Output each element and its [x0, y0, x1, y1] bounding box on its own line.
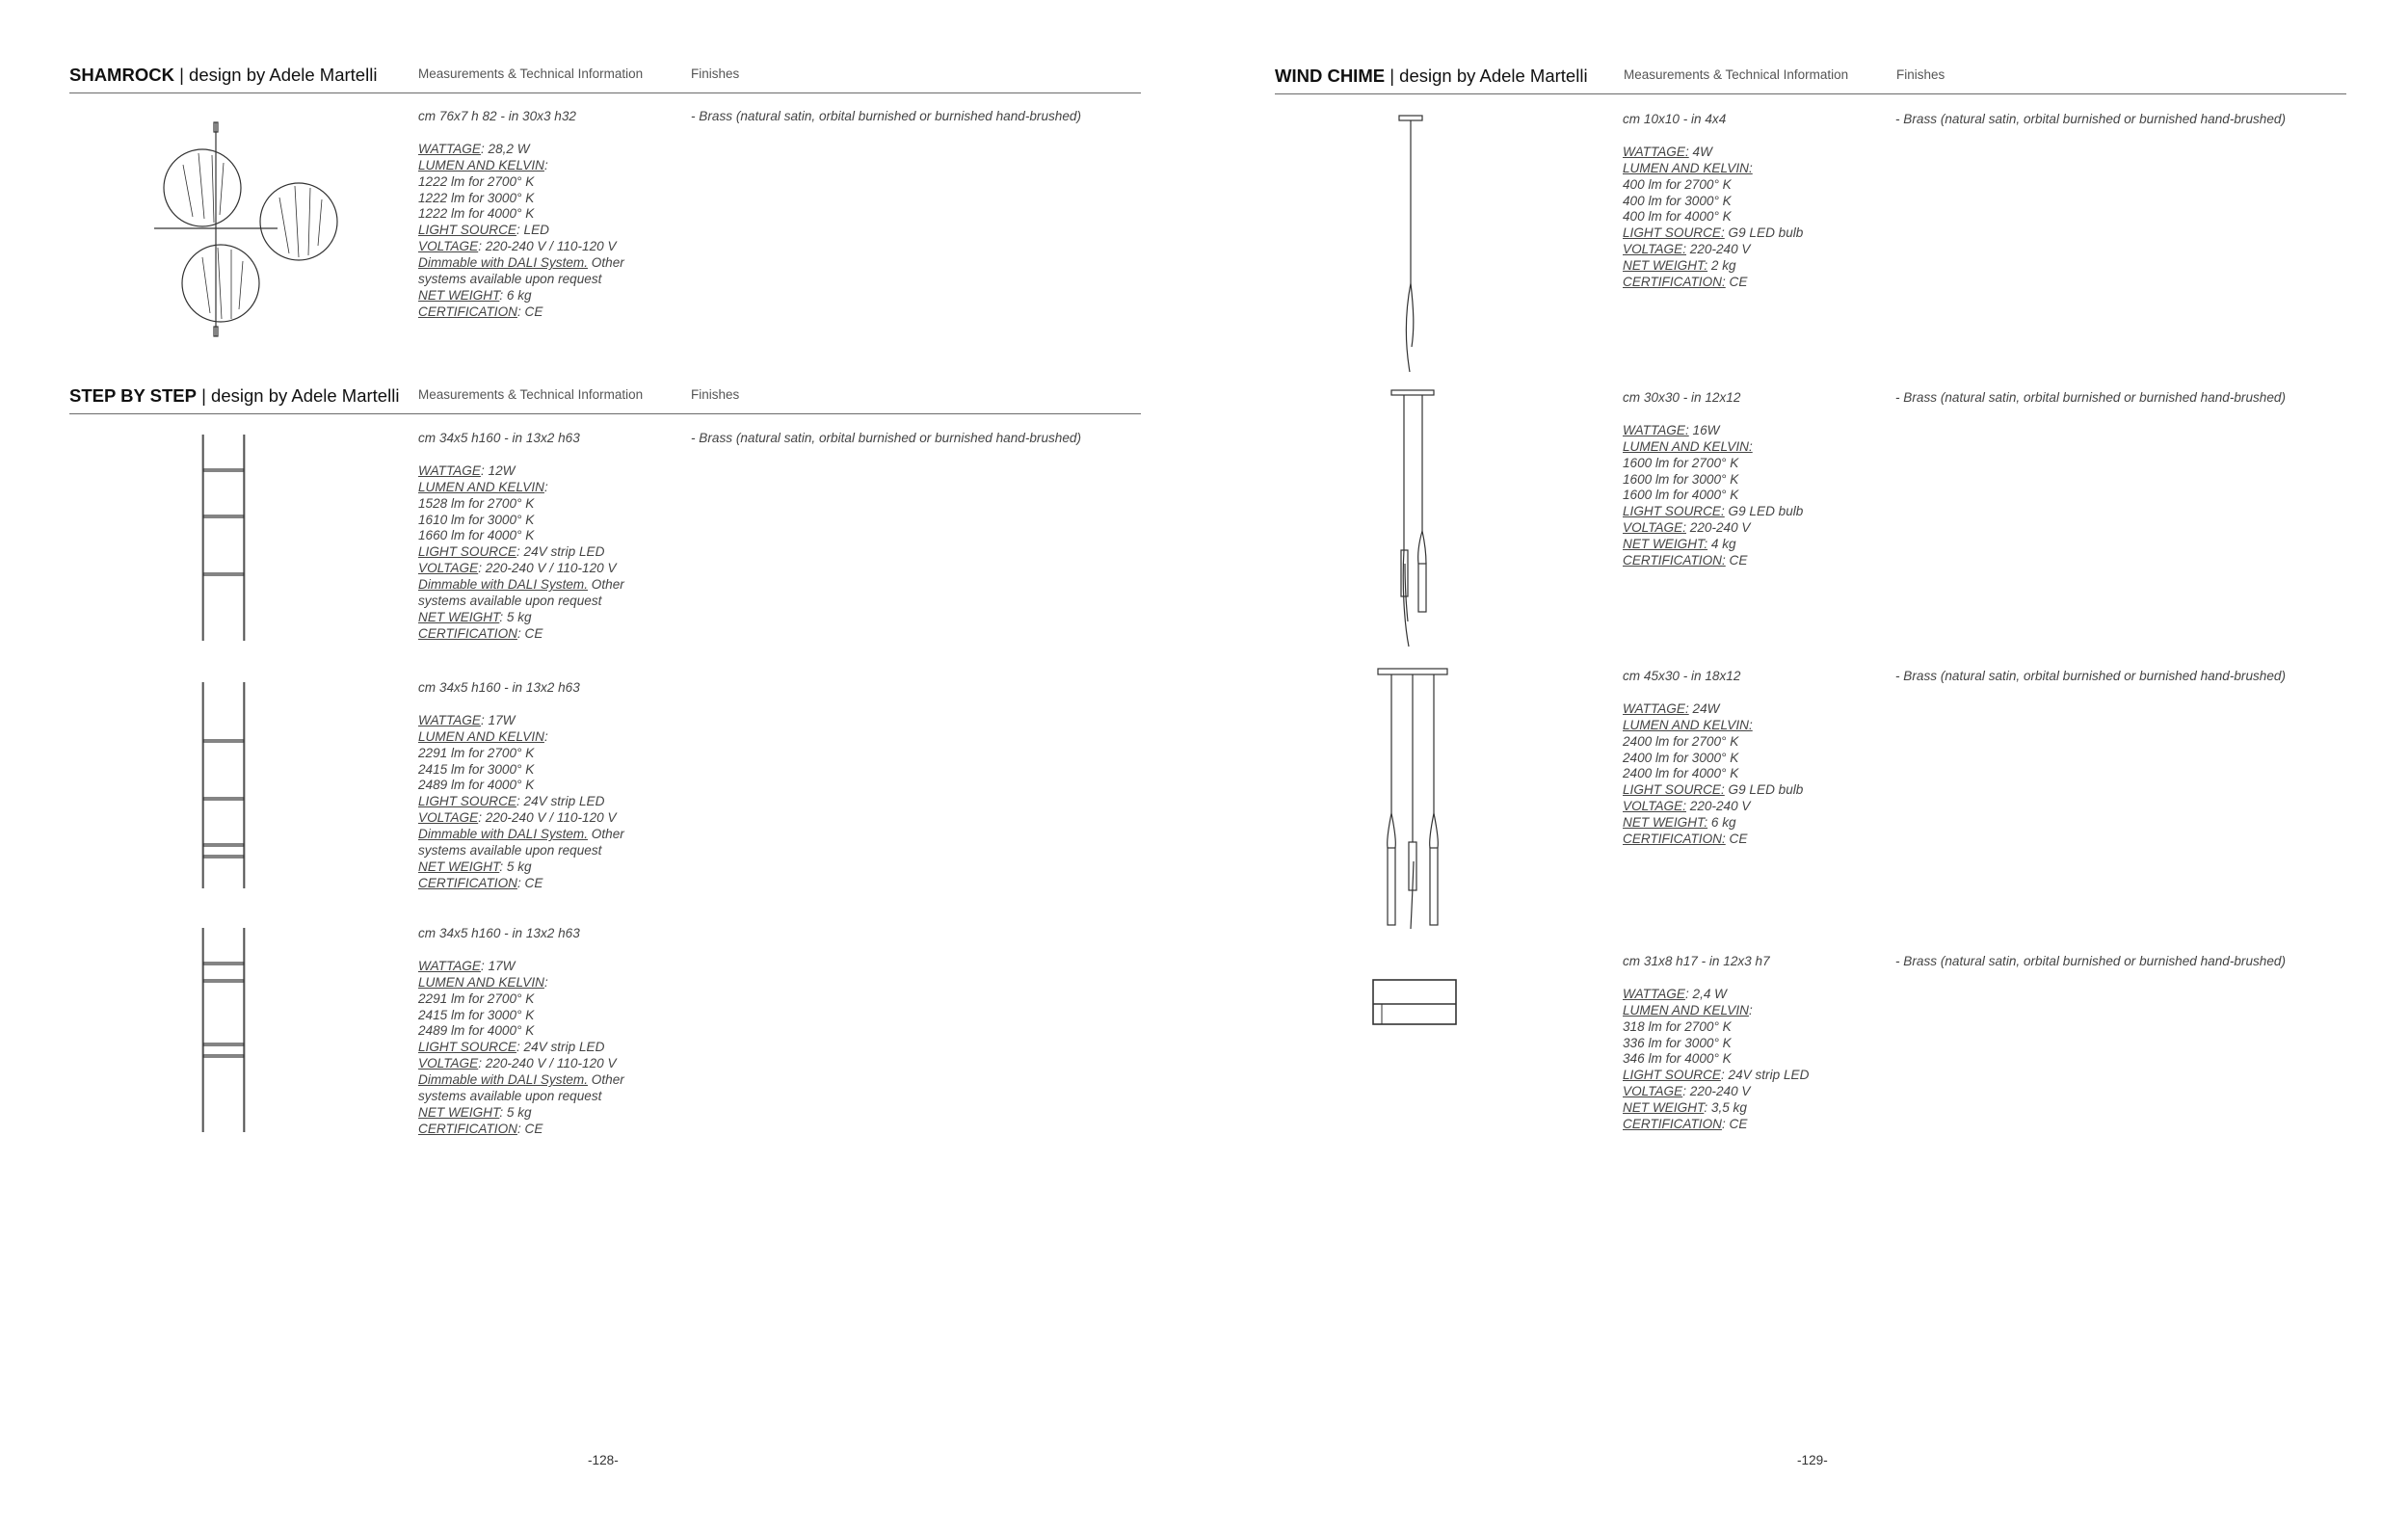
- lumen-value: 1660 lm for 4000° K: [418, 528, 535, 543]
- lumen-label-suffix: :: [543, 974, 548, 990]
- technical-specs: [418, 109, 649, 321]
- wattage-value: : 17W: [480, 712, 516, 727]
- light-source-value: G9 LED bulb: [1724, 782, 1804, 798]
- lumen-label: LUMEN AND KELVIN: [418, 974, 544, 990]
- voltage-value: 220-240 V: [1685, 520, 1751, 536]
- designer-credit: | design by Adele Martelli: [196, 385, 400, 406]
- net-weight-value: 4 kg: [1707, 537, 1736, 552]
- dimmable-note: Other systems available upon request: [418, 577, 624, 609]
- finish-text: - Brass (natural satin, orbital burnished or burnished hand-brushed): [691, 431, 1082, 445]
- certification-value: CE: [1725, 553, 1748, 568]
- product-name: SHAMROCK: [69, 65, 174, 85]
- voltage-value: : 220-240 V / 110-120 V: [478, 561, 617, 576]
- lumen-value: 1600 lm for 4000° K: [1623, 488, 1739, 503]
- section-header: [69, 65, 1141, 93]
- designer-credit: | design by Adele Martelli: [173, 65, 378, 85]
- lumen-value: 1600 lm for 2700° K: [1623, 455, 1739, 470]
- product-title: [1275, 66, 1588, 87]
- lumen-value: 400 lm for 4000° K: [1623, 209, 1732, 225]
- light-source-label: LIGHT SOURCE: [418, 223, 516, 238]
- lumen-value: 1222 lm for 4000° K: [418, 206, 535, 222]
- wattage-label: WATTAGE:: [1623, 700, 1689, 716]
- lumen-value: 1610 lm for 3000° K: [418, 512, 535, 527]
- technical-specs: [418, 926, 649, 1138]
- lumen-label: LUMEN AND KELVIN: [418, 157, 544, 172]
- wattage-label: WATTAGE: [418, 141, 481, 156]
- section-header: [1275, 66, 2346, 94]
- light-source-label: LIGHT SOURCE:: [1623, 225, 1725, 241]
- dimensions: cm 34x5 h160 - in 13x2 h63: [418, 680, 580, 695]
- shamrock-drawing: [154, 122, 347, 336]
- certification-label: CERTIFICATION: [418, 304, 517, 319]
- product-title: [69, 65, 377, 86]
- voltage-value: : 220-240 V: [1682, 1084, 1751, 1099]
- measurements-column-header: Measurements & Technical Information: [1624, 67, 1849, 82]
- lumen-value: 2489 lm for 4000° K: [418, 778, 535, 793]
- finish-text: - Brass (natural satin, orbital burnished or burnished hand-brushed): [691, 109, 1082, 123]
- voltage-label: VOLTAGE:: [1623, 242, 1686, 257]
- lumen-value: 2400 lm for 3000° K: [1623, 750, 1739, 765]
- voltage-value: : 220-240 V / 110-120 V: [478, 810, 617, 826]
- lumen-value: 1528 lm for 2700° K: [418, 495, 535, 511]
- dimmable-label: Dimmable with DALI System.: [418, 255, 589, 271]
- net-weight-value: : 5 kg: [499, 1104, 532, 1120]
- dimmable-label: Dimmable with DALI System.: [418, 1072, 589, 1088]
- lumen-label: LUMEN AND KELVIN: [418, 728, 544, 744]
- dimensions: cm 45x30 - in 18x12: [1623, 669, 1741, 683]
- lumen-value: 2291 lm for 2700° K: [418, 991, 535, 1006]
- lumen-value: 2415 lm for 3000° K: [418, 761, 535, 777]
- dimmable-label: Dimmable with DALI System.: [418, 577, 589, 593]
- step-by-step-drawing: [200, 682, 247, 888]
- technical-specs: [418, 680, 649, 892]
- net-weight-value: 6 kg: [1707, 815, 1736, 831]
- light-source-value: : 24V strip LED: [1720, 1068, 1810, 1083]
- certification-label: CERTIFICATION: [1623, 1117, 1722, 1132]
- lumen-label: LUMEN AND KELVIN:: [1623, 438, 1753, 454]
- lumen-value: 1600 lm for 3000° K: [1623, 471, 1739, 487]
- lumen-value: 346 lm for 4000° K: [1623, 1051, 1732, 1067]
- designer-credit: | design by Adele Martelli: [1385, 66, 1588, 86]
- lumen-label: LUMEN AND KELVIN: [1623, 1002, 1749, 1017]
- net-weight-label: NET WEIGHT: [1623, 1100, 1705, 1116]
- voltage-label: VOLTAGE: [418, 810, 479, 826]
- dimensions: cm 34x5 h160 - in 13x2 h63: [418, 926, 580, 940]
- lumen-label-suffix: :: [543, 728, 548, 744]
- lumen-value: 2400 lm for 4000° K: [1623, 766, 1739, 781]
- wattage-label: WATTAGE: [418, 712, 481, 727]
- net-weight-value: : 5 kg: [499, 609, 532, 624]
- voltage-label: VOLTAGE: [418, 239, 479, 254]
- lumen-value: 2415 lm for 3000° K: [418, 1007, 535, 1022]
- dimmable-note: Other systems available upon request: [418, 827, 624, 858]
- page-number: -128-: [588, 1453, 619, 1467]
- product-name: STEP BY STEP: [69, 385, 197, 406]
- voltage-label: VOLTAGE: [418, 1056, 479, 1071]
- technical-specs: [418, 431, 649, 643]
- technical-specs: [1623, 112, 1854, 291]
- voltage-label: VOLTAGE:: [1623, 520, 1686, 536]
- lumen-value: 336 lm for 3000° K: [1623, 1035, 1732, 1050]
- certification-value: CE: [1725, 275, 1748, 290]
- voltage-label: VOLTAGE: [1623, 1084, 1683, 1099]
- light-source-label: LIGHT SOURCE: [418, 544, 516, 560]
- wattage-label: WATTAGE: [1623, 986, 1685, 1001]
- wind-chime-drawing: [1378, 669, 1447, 929]
- certification-value: : CE: [516, 1121, 543, 1136]
- lumen-label-suffix: :: [1748, 1002, 1753, 1017]
- measurements-column-header: Measurements & Technical Information: [418, 66, 644, 81]
- certification-value: : CE: [516, 304, 543, 319]
- net-weight-value: 2 kg: [1707, 258, 1736, 274]
- light-source-label: LIGHT SOURCE: [418, 794, 516, 809]
- finishes-column-header: Finishes: [1896, 67, 1945, 82]
- product-title: [69, 385, 399, 407]
- product-name: WIND CHIME: [1275, 66, 1386, 86]
- certification-label: CERTIFICATION: [418, 875, 517, 890]
- certification-value: : CE: [1721, 1117, 1748, 1132]
- light-source-value: : 24V strip LED: [516, 794, 605, 809]
- net-weight-label: NET WEIGHT: [418, 287, 500, 303]
- lumen-value: 400 lm for 3000° K: [1623, 193, 1732, 208]
- net-weight-label: NET WEIGHT: [418, 609, 500, 624]
- dimmable-note: Other systems available upon request: [418, 255, 624, 287]
- dimensions: cm 76x7 h 82 - in 30x3 h32: [418, 109, 576, 123]
- voltage-label: VOLTAGE:: [1623, 799, 1686, 814]
- net-weight-label: NET WEIGHT: [418, 1104, 500, 1120]
- light-source-value: G9 LED bulb: [1724, 225, 1804, 241]
- certification-label: CERTIFICATION:: [1623, 275, 1726, 290]
- wattage-value: 4W: [1688, 144, 1712, 159]
- wattage-value: 16W: [1688, 422, 1720, 437]
- lumen-value: 2400 lm for 2700° K: [1623, 733, 1739, 749]
- lumen-value: 1222 lm for 2700° K: [418, 173, 535, 189]
- page-number: -129-: [1797, 1453, 1828, 1467]
- certification-value: CE: [1725, 832, 1748, 847]
- dimmable-note: Other systems available upon request: [418, 1072, 624, 1104]
- technical-specs: [1623, 390, 1854, 569]
- finish-text: - Brass (natural satin, orbital burnished or burnished hand-brushed): [1895, 112, 2287, 126]
- wattage-value: 24W: [1688, 700, 1720, 716]
- technical-specs: [1623, 669, 1854, 848]
- lumen-value: 2489 lm for 4000° K: [418, 1023, 535, 1039]
- light-source-label: LIGHT SOURCE:: [1623, 782, 1725, 798]
- wattage-label: WATTAGE: [418, 958, 481, 973]
- dimensions: cm 10x10 - in 4x4: [1623, 112, 1727, 126]
- wattage-value: : 28,2 W: [480, 141, 530, 156]
- wattage-label: WATTAGE: [418, 462, 481, 478]
- light-source-value: : 24V strip LED: [516, 544, 605, 560]
- dimensions: cm 31x8 h17 - in 12x3 h7: [1623, 954, 1770, 968]
- net-weight-value: : 6 kg: [499, 287, 532, 303]
- net-weight-label: NET WEIGHT:: [1623, 258, 1708, 274]
- certification-label: CERTIFICATION:: [1623, 832, 1726, 847]
- section-header: [69, 385, 1141, 414]
- finish-text: - Brass (natural satin, orbital burnished or burnished hand-brushed): [1895, 669, 2287, 683]
- light-source-label: LIGHT SOURCE: [418, 1040, 516, 1055]
- lumen-value: 2291 lm for 2700° K: [418, 745, 535, 760]
- wattage-label: WATTAGE:: [1623, 422, 1689, 437]
- wall-lamp-drawing: [1372, 979, 1457, 1025]
- net-weight-label: NET WEIGHT:: [1623, 815, 1708, 831]
- wattage-value: : 12W: [480, 462, 516, 478]
- wattage-value: : 2,4 W: [1684, 986, 1728, 1001]
- net-weight-label: NET WEIGHT: [418, 858, 500, 874]
- light-source-value: : 24V strip LED: [516, 1040, 605, 1055]
- net-weight-value: : 3,5 kg: [1704, 1100, 1747, 1116]
- step-by-step-drawing: [200, 435, 247, 641]
- voltage-value: 220-240 V: [1685, 242, 1751, 257]
- net-weight-label: NET WEIGHT:: [1623, 537, 1708, 552]
- voltage-value: : 220-240 V / 110-120 V: [478, 1056, 617, 1071]
- light-source-value: G9 LED bulb: [1724, 504, 1804, 519]
- lumen-value: 318 lm for 2700° K: [1623, 1018, 1732, 1034]
- step-by-step-drawing: [200, 928, 247, 1132]
- certification-label: CERTIFICATION: [418, 625, 517, 641]
- light-source-label: LIGHT SOURCE: [1623, 1068, 1721, 1083]
- dimmable-label: Dimmable with DALI System.: [418, 827, 589, 842]
- voltage-label: VOLTAGE: [418, 561, 479, 576]
- dimensions: cm 34x5 h160 - in 13x2 h63: [418, 431, 580, 445]
- wind-chime-drawing: [1396, 116, 1425, 372]
- technical-specs: [1623, 954, 1854, 1133]
- lumen-value: 1222 lm for 3000° K: [418, 190, 535, 205]
- net-weight-value: : 5 kg: [499, 858, 532, 874]
- wind-chime-drawing: [1389, 390, 1437, 647]
- certification-value: : CE: [516, 875, 543, 890]
- measurements-column-header: Measurements & Technical Information: [418, 387, 644, 402]
- certification-value: : CE: [516, 625, 543, 641]
- lumen-label-suffix: :: [543, 479, 548, 494]
- finishes-column-header: Finishes: [691, 387, 740, 402]
- light-source-value: : LED: [516, 223, 549, 238]
- finish-text: - Brass (natural satin, orbital burnished or burnished hand-brushed): [1895, 390, 2287, 405]
- wattage-value: : 17W: [480, 958, 516, 973]
- wattage-label: WATTAGE:: [1623, 144, 1689, 159]
- certification-label: CERTIFICATION: [418, 1121, 517, 1136]
- page-129: [1204, 0, 2408, 1532]
- lumen-label: LUMEN AND KELVIN:: [1623, 160, 1753, 175]
- lumen-label: LUMEN AND KELVIN:: [1623, 717, 1753, 732]
- dimensions: cm 30x30 - in 12x12: [1623, 390, 1741, 405]
- lumen-value: 400 lm for 2700° K: [1623, 176, 1732, 192]
- finish-text: - Brass (natural satin, orbital burnished or burnished hand-brushed): [1895, 954, 2287, 968]
- lumen-label-suffix: :: [543, 157, 548, 172]
- voltage-value: 220-240 V: [1685, 799, 1751, 814]
- voltage-value: : 220-240 V / 110-120 V: [478, 239, 617, 254]
- certification-label: CERTIFICATION:: [1623, 553, 1726, 568]
- finishes-column-header: Finishes: [691, 66, 740, 81]
- lumen-label: LUMEN AND KELVIN: [418, 479, 544, 494]
- light-source-label: LIGHT SOURCE:: [1623, 504, 1725, 519]
